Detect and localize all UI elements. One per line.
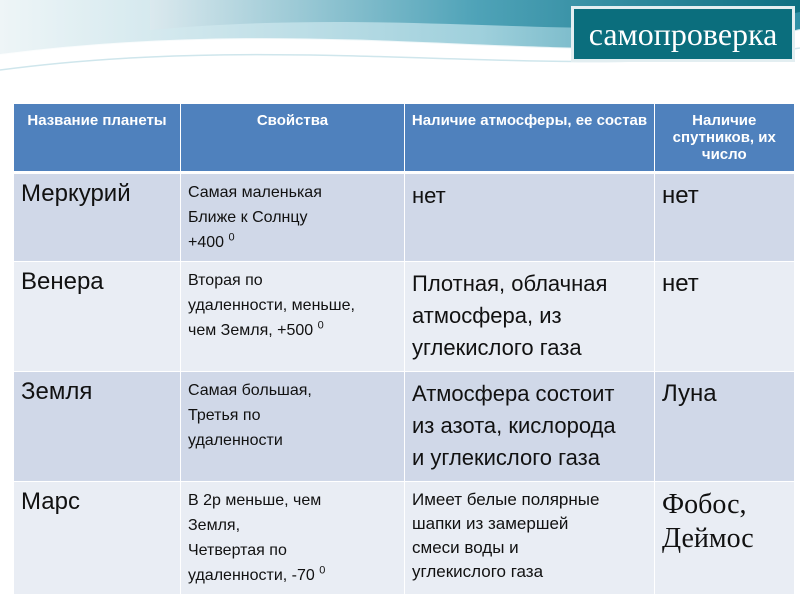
- table-row: [14, 262, 794, 372]
- header-planet-name: Название планеты: [14, 104, 181, 173]
- planet-satellites: нет: [655, 173, 794, 262]
- planet-properties: Самая маленькая Ближе к Солнцу +400 $^0$: [181, 173, 405, 262]
- table-row: [14, 173, 794, 262]
- planet-properties: Самая большая, Третья по удаленности: [181, 372, 405, 482]
- planet-satellites: нет: [655, 262, 794, 372]
- header-atmosphere: Наличие атмосферы, ее состав: [405, 104, 655, 173]
- header-properties: Свойства: [181, 104, 405, 173]
- planet-satellites: Луна: [655, 372, 794, 482]
- slide-title: самопроверка: [571, 6, 795, 62]
- planet-name: Венера: [14, 262, 181, 372]
- planet-atmosphere: Имеет белые полярные шапки из замершей смеси воды и углекислого газа: [405, 482, 655, 595]
- planet-name: Марс: [14, 482, 181, 595]
- table-header-row: [14, 104, 794, 173]
- planet-atmosphere: Плотная, облачная атмосфера, из углекислого газа: [405, 262, 655, 372]
- planet-name: Земля: [14, 372, 181, 482]
- header-satellites: Наличие спутников, их число: [655, 104, 794, 173]
- table-row: [14, 482, 794, 595]
- planet-name: Меркурий: [14, 173, 181, 262]
- planet-properties: Вторая по удаленности, меньше, чем Земля, +500 $^0$: [181, 262, 405, 372]
- table-row: [14, 372, 794, 482]
- planet-properties: В 2р меньше, чем Земля, Четвертая по удаленности, -70 $^0$: [181, 482, 405, 595]
- planet-satellites: Фобос, Деймос: [655, 482, 794, 595]
- planet-atmosphere: Атмосфера состоит из азота, кислорода и углекислого газа: [405, 372, 655, 482]
- planets-table: [13, 104, 794, 594]
- planet-atmosphere: нет: [405, 173, 655, 262]
